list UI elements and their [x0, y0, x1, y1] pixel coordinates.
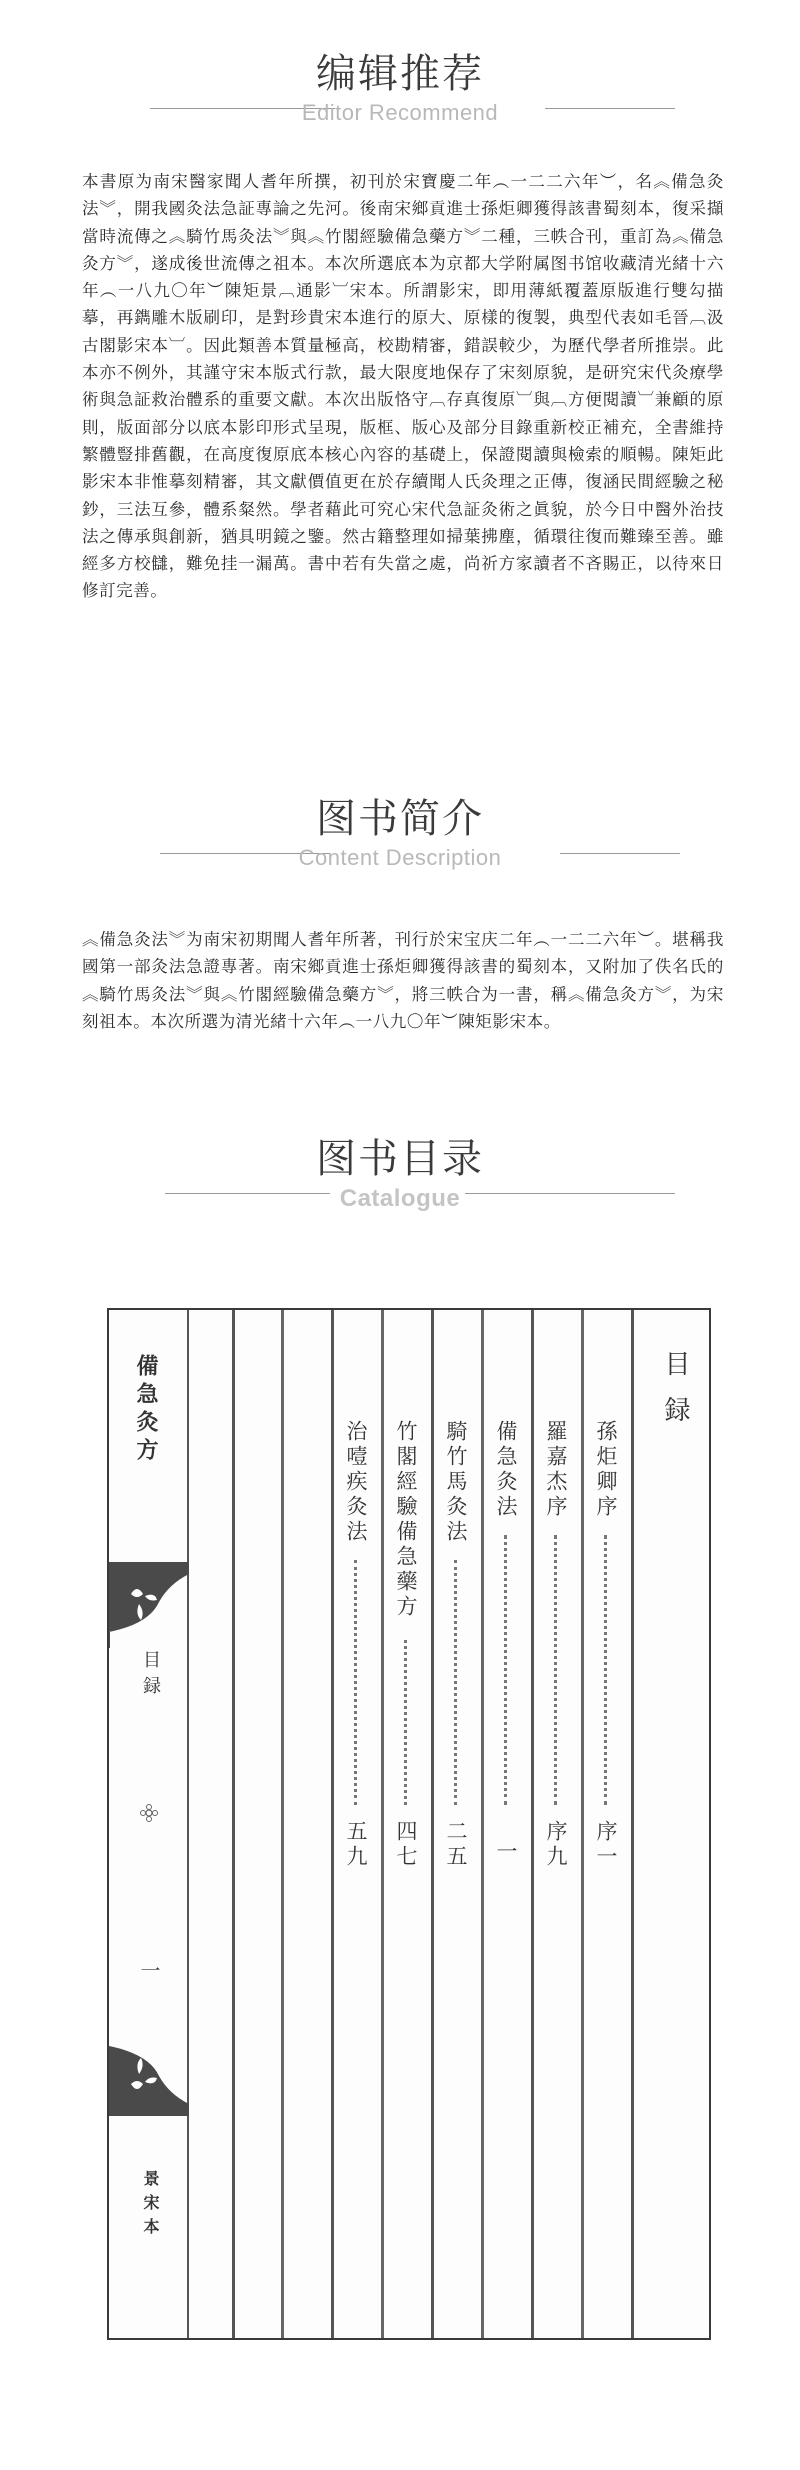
editor-title-en: Editor Recommend — [301, 100, 499, 125]
content-title-en: Content Description — [298, 845, 502, 870]
toc-leader-dots — [354, 1560, 358, 1805]
book-fore-edge-strip — [109, 1310, 189, 2338]
toc-entry-name: 孫炬卿序 — [594, 1420, 618, 1520]
editor-section-header — [0, 50, 800, 128]
column-rule — [281, 1310, 284, 2338]
strip-page-number: 一 — [137, 1960, 161, 1980]
toc-entry — [441, 1420, 471, 1940]
catalogue-title-en: Catalogue — [339, 1185, 461, 1212]
content-title: 图书简介 — [316, 796, 484, 842]
toc-entry-page: 一 — [494, 1840, 518, 1865]
toc-leader-dots — [604, 1535, 608, 1805]
fish-tail-mark-top — [109, 1562, 189, 1648]
toc-entry-page: 序九 — [544, 1820, 568, 1870]
toc-entry-name: 治噎疾灸法 — [344, 1420, 368, 1545]
catalogue-section-header — [0, 1135, 800, 1213]
book-page-scan — [107, 1308, 711, 2340]
fish-tail-mark-bottom — [109, 2030, 189, 2116]
toc-entry-page: 二五 — [444, 1820, 468, 1870]
column-rule — [531, 1310, 534, 2338]
toc-entry — [491, 1420, 521, 1940]
toc-leader-dots — [554, 1535, 558, 1805]
catalogue-title: 图书目录 — [316, 1136, 484, 1182]
toc-entry-page: 五九 — [344, 1820, 368, 1870]
toc-entry — [391, 1420, 421, 1940]
strip-section-label: 目録 — [140, 1650, 161, 1702]
column-rule — [631, 1310, 634, 2338]
editor-paragraph: 本書原为南宋醫家聞人耆年所撰，初刊於宋寶慶二年︵一二二六年︶，名︽備急灸法︾，開我國灸法急証專論之先河。後南宋鄉貢進士孫炬卿獲得該書蜀刻本，復采擷當時流傳之︽騎竹馬灸法︾與︽竹閣經驗備急藥方︾二種，三帙合刊，重訂為︽備急灸方︾，遂成後世流傳之祖本。本次所選底本为京都大学附属图书馆收藏清光緒十六年︵一八九〇年︶陳矩景︹通影︺宋本。所謂影宋，即用薄紙覆蓋原版進行雙勾描摹，再鐫雕木版刷印，是對珍貴宋本進行的原大、原樣的復製，典型代表如毛晉︹汲古閣影宋本︺。因此類善本質量極高，校勘精審，錯誤較少，为歷代學者所推崇。此本亦不例外，其謹守宋本版式行款，最大限度地保存了宋刻原貌，是研究宋代灸療學術與急証救治體系的重要文獻。本次出版恪守︹存真復原︺與︹方便閱讀︺兼顧的原則，版面部分以底本影印形式呈現，版框、版心及部分目錄重新校正補充，全書維持繁體豎排舊觀，在高度復原底本核心內容的基礎上，保證閱讀與檢索的順暢。陳矩此影宋本非惟摹刻精審，其文獻價值更在於存續聞人氏灸理之正傳，復涵民間經驗之秘鈔，三法互參，體系粲然。學者藉此可究心宋代急証灸術之眞貌，於今日中醫外治技法之傳承與創新，猶具明鏡之鑒。然古籍整理如掃葉拂塵，循環往復而難臻至善。雖經多方校讎，難免挂一漏萬。書中若有失當之處，尚祈方家讀者不吝賜正，以待來日修訂完善。 — [82, 172, 724, 601]
content-section-header — [0, 795, 800, 873]
editor-title: 编辑推荐 — [316, 51, 484, 97]
toc-entry — [541, 1420, 571, 1940]
toc-entry-name: 備急灸法 — [494, 1420, 518, 1520]
toc-entry-name: 羅嘉杰序 — [544, 1420, 568, 1520]
flower-ornament-icon — [139, 1803, 159, 1823]
toc-entry-name: 騎竹馬灸法 — [444, 1420, 468, 1545]
column-rule — [331, 1310, 334, 2338]
content-paragraph: ︽備急灸法︾为南宋初期聞人耆年所著，刊行於宋宝庆二年︵一二二六年︶。堪稱我國第一部灸法急證專著。南宋鄉貢進士孫炬卿獲得該書的蜀刻本，又附加了佚名氏的︽騎竹馬灸法︾與︽竹閣經驗備急藥方︾，將三帙合为一書，稱︽備急灸方︾，为宋刻祖本。本次所選为清光緒十六年︵一八九〇年︶陳矩影宋本。 — [82, 930, 724, 1031]
strip-book-title: 備急灸方 — [133, 1354, 159, 1466]
toc-entry — [591, 1420, 621, 1940]
toc-entry-page: 序一 — [594, 1820, 618, 1870]
toc-heading: 目録 — [660, 1350, 690, 1442]
column-rule — [581, 1310, 584, 2338]
toc-leader-dots — [404, 1640, 408, 1805]
column-rule — [481, 1310, 484, 2338]
toc-leader-dots — [454, 1560, 458, 1805]
toc-leader-dots — [504, 1535, 508, 1805]
toc-entry — [341, 1420, 371, 1940]
toc-entry-page: 四七 — [394, 1820, 418, 1870]
column-rule — [431, 1310, 434, 2338]
toc-entry-name: 竹閣經驗備急藥方 — [394, 1420, 418, 1620]
column-rule — [381, 1310, 384, 2338]
column-rule — [232, 1310, 235, 2338]
strip-edition-label: 景宋本 — [141, 2170, 160, 2242]
